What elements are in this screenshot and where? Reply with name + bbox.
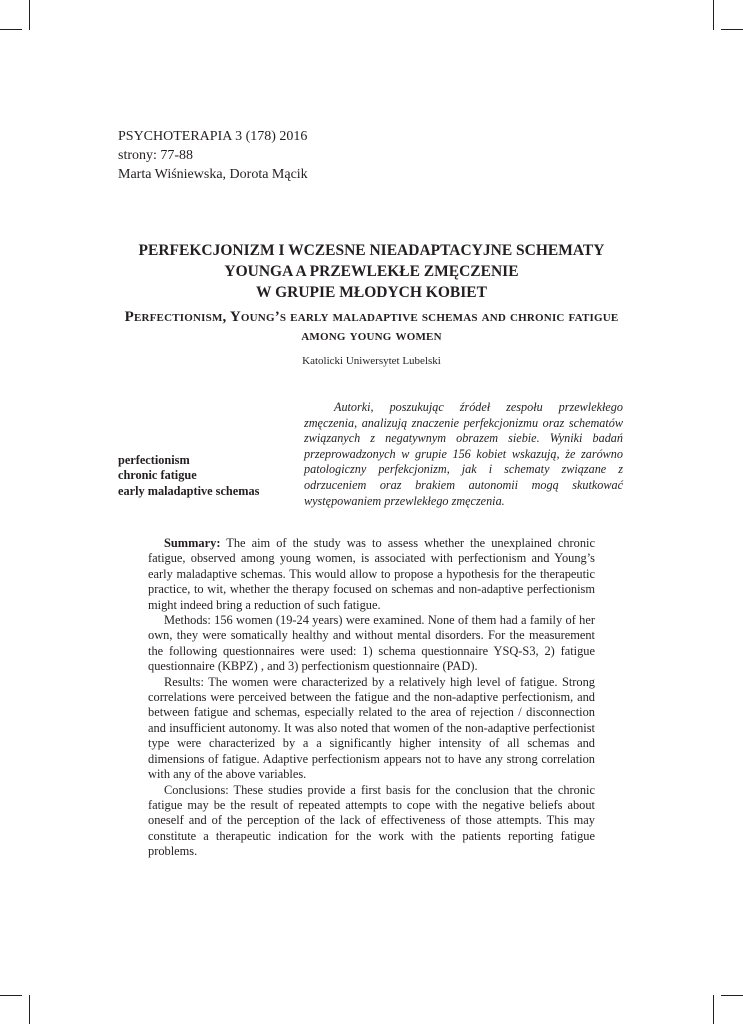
title-english-line-2: among young women: [301, 328, 442, 344]
affiliation: Katolicki Uniwersytet Lubelski: [302, 355, 441, 367]
journal-authors: Marta Wiśniewska, Dorota Mącik: [118, 167, 308, 182]
abstract-polish-text: Autorki, poszukując źródeł zespołu przewlekłego zmęczenia, analizują znaczenie perfekcjonizmu oraz schematów związanych z negatywnym obrazem siebie. Wyniki badań przeprowadzonych w grupie 156 kobiet wskazują, że zarówno patologiczny perfekcjonizm, jak i schematy związane z odrzuceniem oraz brakiem autonomii mogą skutkować występowaniem przewlekłego zmęczenia.: [304, 400, 623, 508]
journal-pages: strony: 77-88: [118, 148, 194, 163]
title-polish: [100, 240, 643, 303]
crop-mark-bottom-left-horizontal: [0, 995, 22, 996]
title-english: [90, 308, 653, 346]
summary-conclusions: Conclusions: These studies provide a first basis for the conclusion that the chronic fatigue may be the result of repeated attempts to cope with the negative beliefs about oneself and of the perception of the lack of effectiveness of those attempts. This may constitute a therapeutic indication for the work with the patients reporting fatigue problems.: [148, 782, 595, 859]
title-polish-line-3: W GRUPIE MŁODYCH KOBIET: [256, 284, 487, 301]
journal-issue: PSYCHOTERAPIA 3 (178) 2016: [118, 129, 308, 144]
crop-mark-bottom-right-horizontal: [721, 995, 743, 996]
abstract-polish: [304, 400, 623, 509]
keywords: [118, 453, 259, 499]
summary-results: Results: The women were characterized by a relatively high level of fatigue. Strong correlations were perceived between the fatigue and the non-adaptive perfectionism, and between fatigue and schemas, especially related to the area of rejection / disconnection and insufficient autonomy. It was also noted that women of the non-adaptive perfectionist type were characterized by a a significantly higher intensity of all schemas and dimensions of fatigue. Adaptive perfectionism appears not to have any strong correlation with any of the above variables.: [148, 674, 595, 782]
crop-mark-bottom-left-vertical: [29, 995, 30, 1024]
keyword: early maladaptive schemas: [118, 483, 260, 498]
title-english-line-1: Perfectionism, Young’s early maladaptive schemas and chronic fatigue: [124, 309, 619, 325]
summary-intro: The aim of the study was to assess whether the unexplained chronic fatigue, observed among young women, is associated with perfectionism and Young’s early maladaptive schemas. This would allow to propose a hypothesis for the therapeutic practice, to wit, whether the therapy focused on schemas and non-adaptive perfectionism might indeed bring a reduction of such fatigue.: [148, 536, 595, 612]
title-polish-line-1: PERFEKCJONIZM I WCZESNE NIEADAPTACYJNE SCHEMATY: [138, 242, 605, 259]
keyword: perfectionism: [118, 453, 190, 467]
crop-mark-top-left-horizontal: [0, 29, 22, 30]
keyword: chronic fatigue: [118, 468, 197, 483]
title-polish-line-2: YOUNGA A PRZEWLEKŁE ZMĘCZENIE: [224, 263, 519, 280]
summary-intro-paragraph: [148, 536, 595, 613]
journal-header: [118, 127, 308, 184]
crop-mark-top-right-horizontal: [721, 29, 743, 30]
crop-mark-bottom-right-vertical: [713, 995, 714, 1024]
summary-methods: Methods: 156 women (19-24 years) were examined. None of them had a family of her own, they were somatically healthy and without mental disorders. For the measurement the following questionnaires were used: 1) schema questionnaire YSQ-S3, 2) fatigue questionnaire (KBPZ) , and 3) perfectionism questionnaire (PAD).: [148, 613, 595, 674]
summary-abstract: [148, 536, 595, 860]
crop-mark-top-left-vertical: [29, 0, 30, 30]
crop-mark-top-right-vertical: [713, 0, 714, 30]
summary-label: Summary:: [164, 536, 221, 550]
